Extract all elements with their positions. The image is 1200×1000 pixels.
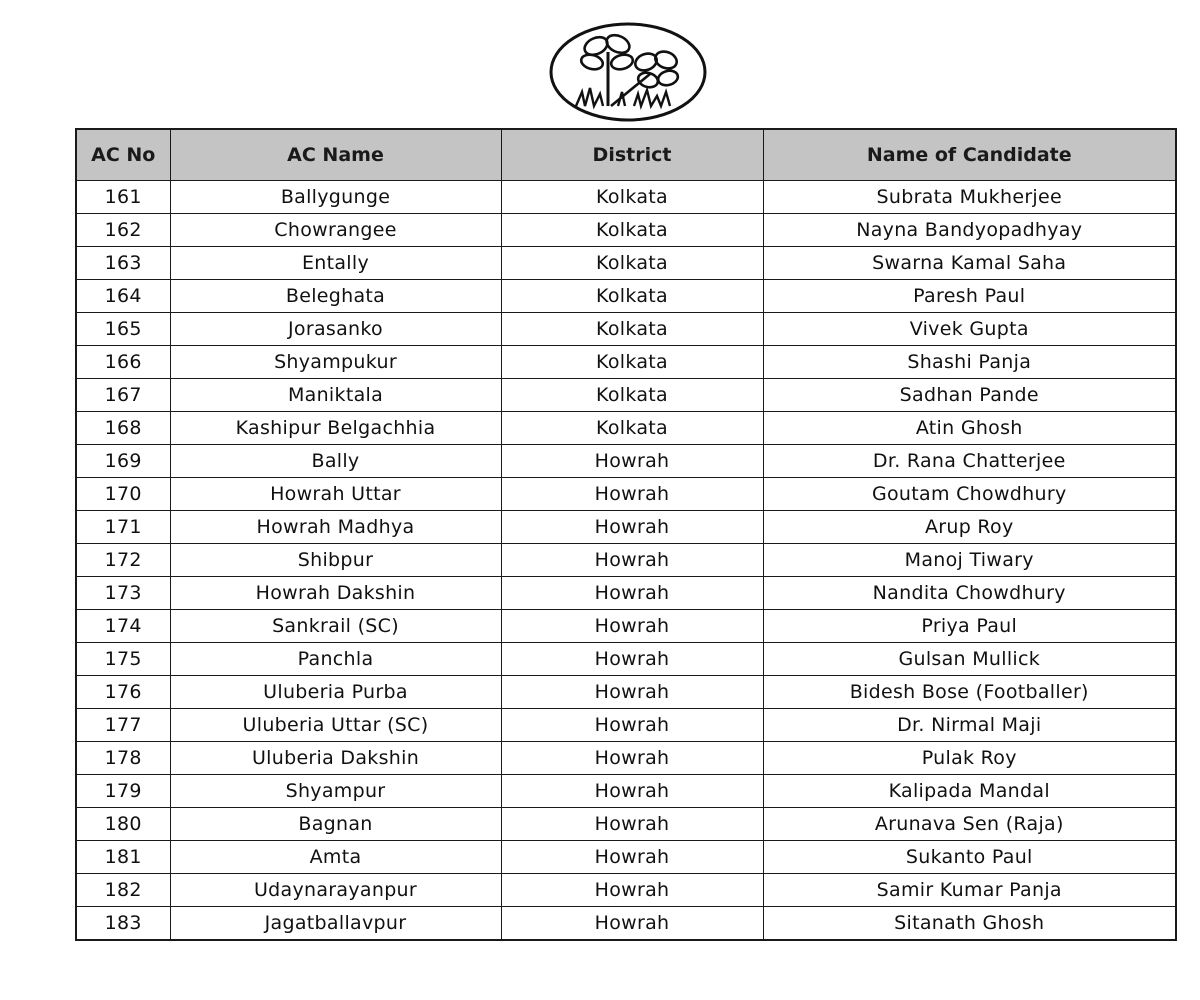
ac-name-cell: Howrah Dakshin xyxy=(170,577,501,610)
district-cell: Kolkata xyxy=(501,313,763,346)
candidate-name-cell: Priya Paul xyxy=(763,610,1176,643)
table-row xyxy=(76,379,1176,412)
candidate-name-cell: Goutam Chowdhury xyxy=(763,478,1176,511)
table-row xyxy=(76,214,1176,247)
table-row xyxy=(76,412,1176,445)
ac-no-cell: 181 xyxy=(76,841,170,874)
col-header-candidate: Name of Candidate xyxy=(763,129,1176,181)
table-row xyxy=(76,841,1176,874)
ac-name-cell: Ballygunge xyxy=(170,181,501,214)
party-logo-icon xyxy=(548,22,708,122)
ac-name-cell: Entally xyxy=(170,247,501,280)
ac-no-cell: 168 xyxy=(76,412,170,445)
ac-name-cell: Kashipur Belgachhia xyxy=(170,412,501,445)
candidate-name-cell: Shashi Panja xyxy=(763,346,1176,379)
candidate-name-cell: Nandita Chowdhury xyxy=(763,577,1176,610)
table-row xyxy=(76,544,1176,577)
col-header-ac-no: AC No xyxy=(76,129,170,181)
ac-name-cell: Howrah Madhya xyxy=(170,511,501,544)
ac-no-cell: 169 xyxy=(76,445,170,478)
candidate-name-cell: Bidesh Bose (Footballer) xyxy=(763,676,1176,709)
ac-no-cell: 164 xyxy=(76,280,170,313)
district-cell: Kolkata xyxy=(501,346,763,379)
ac-no-cell: 183 xyxy=(76,907,170,941)
district-cell: Howrah xyxy=(501,874,763,907)
ac-no-cell: 178 xyxy=(76,742,170,775)
district-cell: Kolkata xyxy=(501,379,763,412)
candidate-name-cell: Gulsan Mullick xyxy=(763,643,1176,676)
ac-name-cell: Chowrangee xyxy=(170,214,501,247)
district-cell: Kolkata xyxy=(501,181,763,214)
table-row xyxy=(76,247,1176,280)
candidate-name-cell: Sukanto Paul xyxy=(763,841,1176,874)
ac-no-cell: 163 xyxy=(76,247,170,280)
candidate-name-cell: Sitanath Ghosh xyxy=(763,907,1176,941)
ac-no-cell: 173 xyxy=(76,577,170,610)
candidate-name-cell: Subrata Mukherjee xyxy=(763,181,1176,214)
ac-no-cell: 176 xyxy=(76,676,170,709)
table-header xyxy=(76,129,1176,181)
col-header-district: District xyxy=(501,129,763,181)
table-row xyxy=(76,610,1176,643)
ac-name-cell: Uluberia Uttar (SC) xyxy=(170,709,501,742)
district-cell: Kolkata xyxy=(501,280,763,313)
table-row xyxy=(76,511,1176,544)
candidate-name-cell: Atin Ghosh xyxy=(763,412,1176,445)
ac-name-cell: Uluberia Purba xyxy=(170,676,501,709)
table-row xyxy=(76,775,1176,808)
candidate-name-cell: Pulak Roy xyxy=(763,742,1176,775)
candidate-name-cell: Nayna Bandyopadhyay xyxy=(763,214,1176,247)
header-row xyxy=(76,129,1176,181)
table-row xyxy=(76,907,1176,941)
ac-name-cell: Jorasanko xyxy=(170,313,501,346)
ac-name-cell: Bagnan xyxy=(170,808,501,841)
district-cell: Howrah xyxy=(501,709,763,742)
district-cell: Kolkata xyxy=(501,247,763,280)
candidate-name-cell: Dr. Rana Chatterjee xyxy=(763,445,1176,478)
table-row xyxy=(76,709,1176,742)
candidate-name-cell: Arunava Sen (Raja) xyxy=(763,808,1176,841)
district-cell: Howrah xyxy=(501,544,763,577)
ac-no-cell: 177 xyxy=(76,709,170,742)
ac-no-cell: 162 xyxy=(76,214,170,247)
table-row xyxy=(76,313,1176,346)
candidate-name-cell: Vivek Gupta xyxy=(763,313,1176,346)
ac-name-cell: Shibpur xyxy=(170,544,501,577)
ac-no-cell: 161 xyxy=(76,181,170,214)
ac-no-cell: 182 xyxy=(76,874,170,907)
ac-name-cell: Howrah Uttar xyxy=(170,478,501,511)
ac-name-cell: Sankrail (SC) xyxy=(170,610,501,643)
candidate-name-cell: Swarna Kamal Saha xyxy=(763,247,1176,280)
candidate-name-cell: Sadhan Pande xyxy=(763,379,1176,412)
district-cell: Kolkata xyxy=(501,412,763,445)
district-cell: Howrah xyxy=(501,610,763,643)
district-cell: Howrah xyxy=(501,841,763,874)
ac-name-cell: Panchla xyxy=(170,643,501,676)
table-row xyxy=(76,478,1176,511)
district-cell: Howrah xyxy=(501,445,763,478)
district-cell: Howrah xyxy=(501,808,763,841)
ac-no-cell: 172 xyxy=(76,544,170,577)
ac-name-cell: Uluberia Dakshin xyxy=(170,742,501,775)
ac-no-cell: 174 xyxy=(76,610,170,643)
table-row xyxy=(76,742,1176,775)
ac-name-cell: Beleghata xyxy=(170,280,501,313)
district-cell: Howrah xyxy=(501,676,763,709)
candidate-name-cell: Paresh Paul xyxy=(763,280,1176,313)
ac-no-cell: 167 xyxy=(76,379,170,412)
ac-name-cell: Amta xyxy=(170,841,501,874)
table-row xyxy=(76,874,1176,907)
district-cell: Kolkata xyxy=(501,214,763,247)
ac-no-cell: 179 xyxy=(76,775,170,808)
table-row xyxy=(76,643,1176,676)
district-cell: Howrah xyxy=(501,478,763,511)
district-cell: Howrah xyxy=(501,907,763,941)
table-row xyxy=(76,676,1176,709)
col-header-ac-name: AC Name xyxy=(170,129,501,181)
ac-name-cell: Shyampur xyxy=(170,775,501,808)
table-row xyxy=(76,280,1176,313)
table-row xyxy=(76,346,1176,379)
district-cell: Howrah xyxy=(501,742,763,775)
candidate-name-cell: Samir Kumar Panja xyxy=(763,874,1176,907)
candidate-name-cell: Dr. Nirmal Maji xyxy=(763,709,1176,742)
ac-name-cell: Maniktala xyxy=(170,379,501,412)
candidate-name-cell: Arup Roy xyxy=(763,511,1176,544)
district-cell: Howrah xyxy=(501,775,763,808)
ac-no-cell: 171 xyxy=(76,511,170,544)
ac-no-cell: 165 xyxy=(76,313,170,346)
candidate-table xyxy=(75,128,1177,941)
district-cell: Howrah xyxy=(501,577,763,610)
table-row xyxy=(76,808,1176,841)
table-row xyxy=(76,445,1176,478)
ac-name-cell: Shyampukur xyxy=(170,346,501,379)
table-row xyxy=(76,577,1176,610)
ac-name-cell: Udaynarayanpur xyxy=(170,874,501,907)
district-cell: Howrah xyxy=(501,643,763,676)
ac-no-cell: 166 xyxy=(76,346,170,379)
ac-name-cell: Bally xyxy=(170,445,501,478)
table-body xyxy=(76,181,1176,941)
table-row xyxy=(76,181,1176,214)
ac-no-cell: 170 xyxy=(76,478,170,511)
ac-no-cell: 175 xyxy=(76,643,170,676)
district-cell: Howrah xyxy=(501,511,763,544)
ac-name-cell: Jagatballavpur xyxy=(170,907,501,941)
candidate-name-cell: Kalipada Mandal xyxy=(763,775,1176,808)
ac-no-cell: 180 xyxy=(76,808,170,841)
candidate-name-cell: Manoj Tiwary xyxy=(763,544,1176,577)
